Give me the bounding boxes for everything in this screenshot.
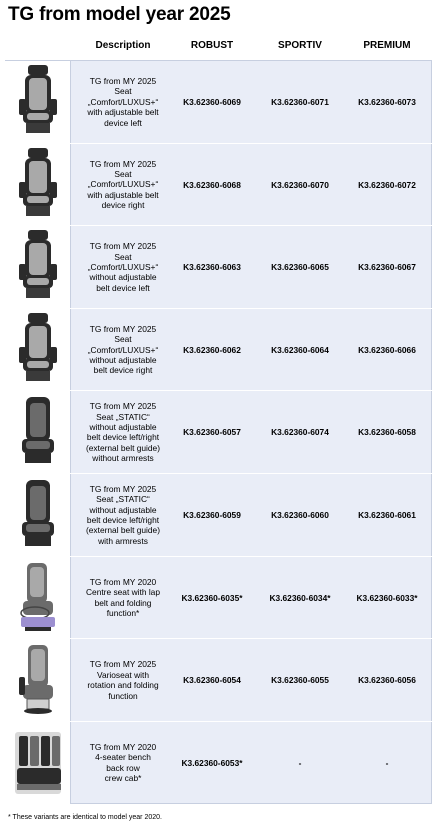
part-number-premium: K3.62360-6061 (358, 510, 416, 520)
part-number-robust: K3.62360-6054 (183, 675, 241, 686)
seat-image (5, 722, 71, 804)
seat-image (5, 557, 71, 639)
table-row (5, 639, 432, 721)
comfort-seat-icon (13, 230, 63, 309)
table-row (5, 144, 432, 226)
part-number-sportiv: K3.62360-6064 (271, 344, 329, 355)
description-line: Seat „STATIC“ (96, 494, 150, 505)
part-number-premium: K3.62360-6072 (358, 179, 416, 190)
part-number-sportiv: K3.62360-6034* (269, 592, 331, 603)
description-line: belt device left/right (86, 432, 160, 443)
part-number-premium: K3.62360-6058 (358, 427, 416, 438)
description-line: with adjustable belt (87, 189, 159, 200)
description-line: TG from MY 2025 (89, 323, 157, 334)
bench-seat-icon (13, 726, 63, 805)
row-divider (5, 390, 432, 391)
vario-seat-icon (13, 643, 63, 722)
seat-image (5, 639, 71, 721)
description-line: TG from MY 2025 (89, 483, 157, 494)
description-line: TG from MY 2020 (89, 576, 157, 587)
row-description (75, 309, 171, 391)
description-line: without adjustable (89, 504, 157, 515)
centre-seat-icon (13, 561, 63, 640)
part-number-sportiv: K3.62360-6065 (271, 262, 329, 273)
part-number-premium: K3.62360-6073 (358, 97, 416, 107)
part-number-robust: K3.62360-6035* (181, 592, 243, 603)
static-seat-icon (13, 395, 63, 474)
row-divider (5, 556, 432, 557)
part-number-robust: K3.62360-6062 (183, 344, 241, 355)
part-number-premium: K3.62360-6056 (358, 675, 416, 686)
comfort-seat-icon (13, 313, 63, 392)
row-description (75, 639, 171, 721)
description-line: belt device left/right (86, 515, 160, 525)
row-description (75, 474, 171, 556)
header-robust: ROBUST (190, 40, 234, 51)
comfort-seat-icon (13, 148, 63, 227)
table-row (5, 474, 432, 556)
row-description (75, 61, 171, 143)
part-number-robust: K3.62360-6068 (183, 179, 241, 190)
description-line: belt and folding (94, 597, 152, 608)
part-number-robust: K3.62360-6053* (181, 757, 243, 768)
header-description: Description (95, 40, 151, 51)
description-line: TG from MY 2020 (89, 741, 157, 752)
row-description (75, 722, 171, 804)
row-divider (5, 225, 432, 226)
description-line: function* (106, 608, 140, 618)
description-line: (external belt guide) (85, 442, 161, 453)
description-line: without adjustable (89, 272, 157, 283)
description-line: Seat (114, 86, 132, 97)
description-line: Seat (114, 334, 132, 345)
seat-image (5, 144, 71, 226)
description-line: 4-seater bench (95, 752, 151, 763)
description-line: „Comfort/LUXUS+“ (87, 261, 159, 272)
description-line: belt device right (93, 365, 153, 376)
description-line: without adjustable (89, 421, 157, 432)
part-number-premium: - (385, 757, 389, 768)
table-row (5, 722, 432, 804)
row-divider (5, 473, 432, 474)
description-line: TG from MY 2025 (89, 75, 157, 86)
description-line: function (108, 690, 138, 701)
description-line: without adjustable (89, 355, 157, 365)
description-line: without armrests (92, 453, 154, 464)
row-description (75, 391, 171, 473)
description-line: with adjustable belt (87, 107, 159, 118)
part-number-premium: K3.62360-6033* (356, 592, 418, 603)
header-premium: PREMIUM (363, 40, 411, 51)
description-line: Seat „STATIC“ (96, 411, 150, 422)
table-row (5, 391, 432, 473)
footnote: * These variants are identical to model year 2020. (8, 814, 162, 821)
description-line: Seat (114, 251, 132, 262)
part-number-robust: K3.62360-6063 (183, 262, 241, 273)
part-number-sportiv: - (298, 757, 302, 768)
description-line: with armrests (98, 535, 148, 546)
comfort-seat-icon (13, 65, 63, 144)
part-number-robust: K3.62360-6057 (183, 427, 241, 438)
seat-image (5, 474, 71, 556)
description-line: TG from MY 2025 (89, 158, 157, 169)
row-divider (5, 143, 432, 144)
part-number-sportiv: K3.62360-6055 (271, 675, 329, 686)
part-number-sportiv: K3.62360-6070 (271, 179, 329, 190)
page-title: TG from model year 2025 (8, 4, 231, 25)
seat-image (5, 391, 71, 473)
table-row (5, 557, 432, 639)
table-header (0, 40, 440, 58)
description-line: back row (106, 762, 140, 773)
description-line: Varioseat with (97, 669, 149, 680)
description-line: device left (104, 117, 142, 128)
part-number-sportiv: K3.62360-6071 (271, 97, 329, 107)
description-line: TG from MY 2025 (89, 659, 157, 670)
description-line: TG from MY 2025 (89, 241, 157, 252)
description-line: „Comfort/LUXUS+“ (87, 344, 159, 355)
table-row (5, 226, 432, 308)
row-divider (5, 721, 432, 722)
seat-image (5, 61, 71, 143)
description-line: (external belt guide) (85, 525, 161, 536)
part-number-sportiv: K3.62360-6074 (271, 427, 329, 438)
static-seat-icon (13, 478, 63, 557)
seat-image (5, 309, 71, 391)
row-description (75, 557, 171, 639)
seat-image (5, 226, 71, 308)
description-line: „Comfort/LUXUS+“ (87, 179, 159, 190)
description-line: crew cab* (104, 773, 142, 784)
part-number-premium: K3.62360-6066 (358, 344, 416, 355)
description-line: Centre seat with lap (85, 587, 161, 598)
description-line: „Comfort/LUXUS+“ (87, 96, 159, 107)
row-divider (5, 308, 432, 309)
part-number-robust: K3.62360-6059 (183, 510, 241, 520)
part-number-sportiv: K3.62360-6060 (271, 510, 329, 520)
part-number-robust: K3.62360-6069 (183, 97, 241, 107)
table-row (5, 61, 432, 143)
header-sportiv: SPORTIV (278, 40, 322, 51)
description-line: belt device left (96, 282, 150, 293)
description-line: device right (101, 200, 145, 211)
part-number-premium: K3.62360-6067 (358, 262, 416, 273)
row-description (75, 144, 171, 226)
description-line: rotation and folding (87, 680, 159, 691)
description-line: Seat (114, 168, 132, 179)
table-row (5, 309, 432, 391)
row-description (75, 226, 171, 308)
row-divider (5, 638, 432, 639)
description-line: TG from MY 2025 (89, 401, 157, 412)
